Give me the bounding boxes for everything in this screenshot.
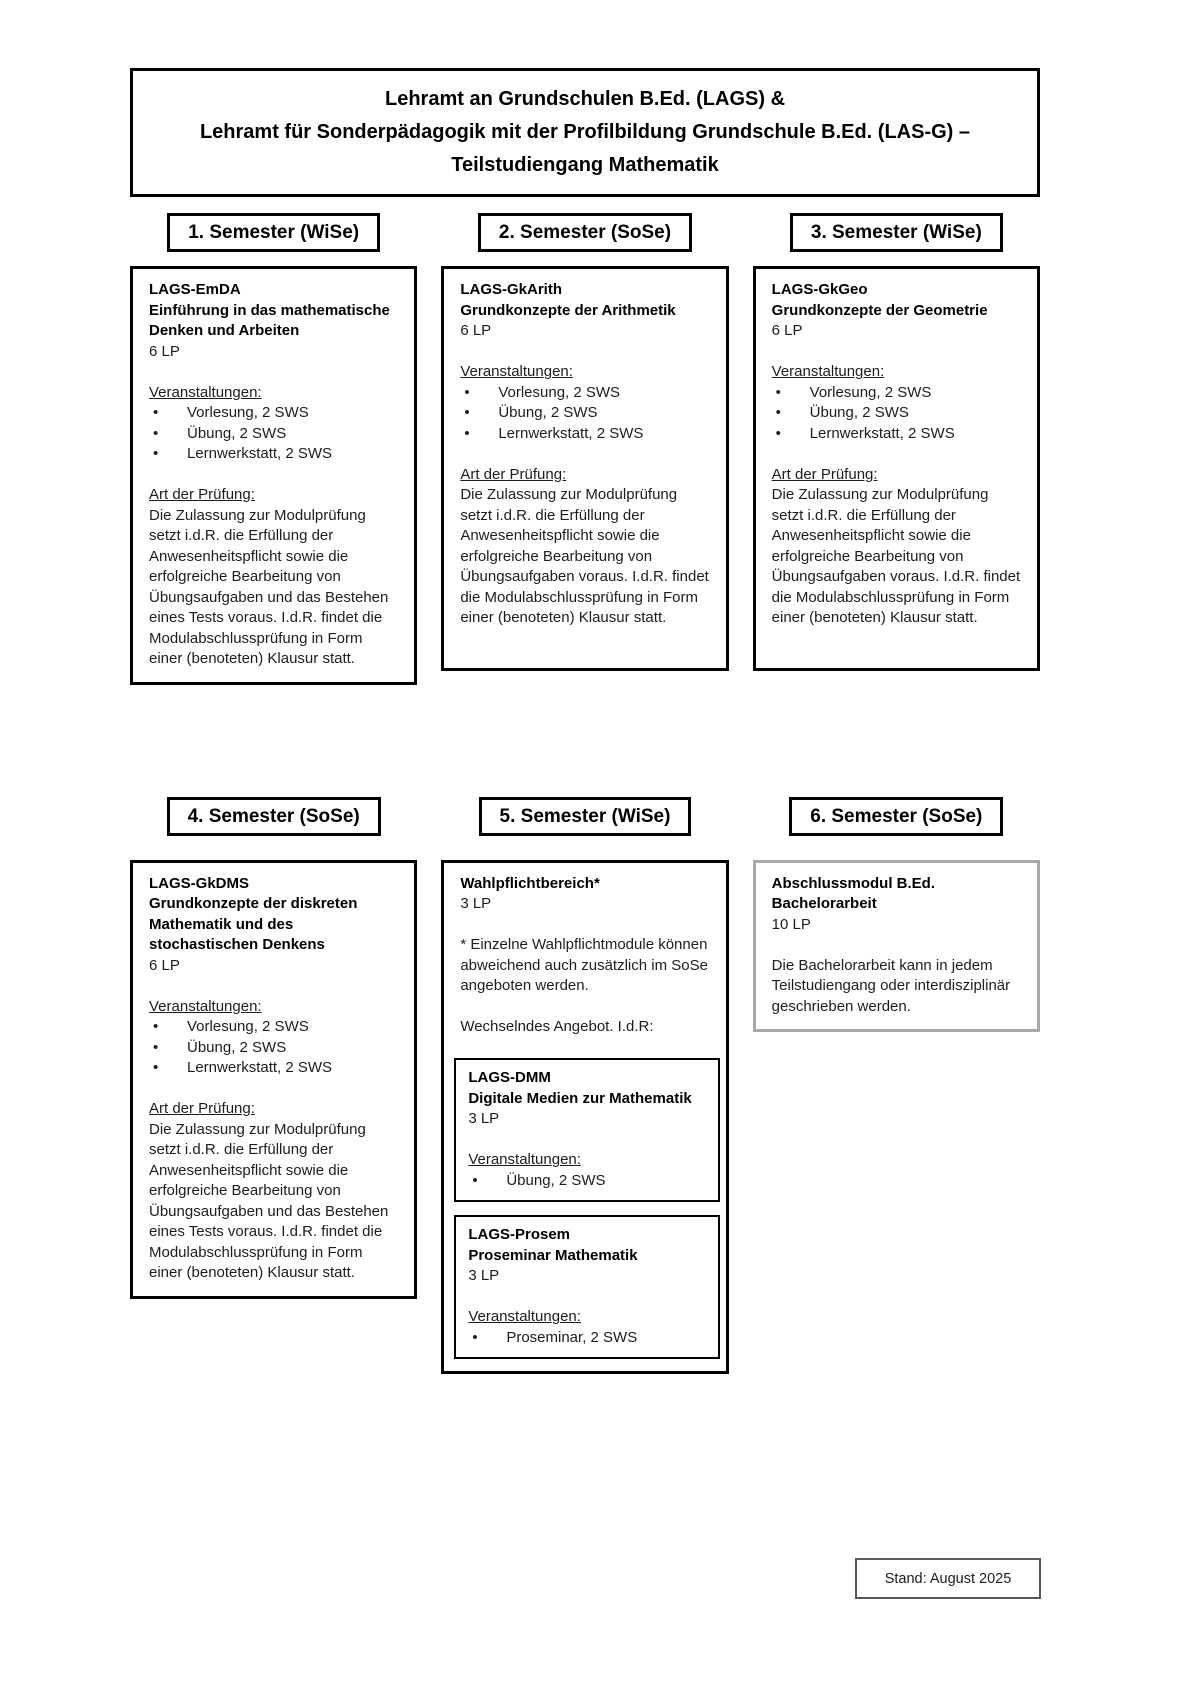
module-code: LAGS-EmDA (149, 281, 241, 298)
course-item: • Übung, 2 SWS (468, 1171, 707, 1192)
module-credits: 3 LP (468, 1267, 500, 1284)
spacer (149, 465, 399, 486)
semester-2-header: 2. Semester (SoSe) (478, 213, 692, 252)
module-code: LAGS-GkDMS (149, 874, 250, 892)
exam-text: Die Zulassung zur Modulprüfung setzt i.d.R. die Erfüllung der Anwesenheitspflicht sowie die erfolgreiche Bearbeitung von Übungsaufgaben voraus. I.d.R. findet die Modulabschlussprüfung in Form einer (benoteten) Klausur statt. (771, 486, 1021, 626)
semester-6-header: 6. Semester (SoSe) (789, 797, 1003, 836)
title-line-2: Lehramt für Sonderpädagogik mit der Profilbildung Grundschule B.Ed. (LAS-G) – (199, 121, 971, 143)
course-item: • Vorlesung, 2 SWS (460, 383, 710, 404)
courses-label: Veranstaltungen: (149, 997, 262, 1015)
module-box-lags-gkgeo (753, 266, 1040, 671)
module-credits: 6 LP (149, 342, 180, 360)
exam-text: Die Zulassung zur Modulprüfung setzt i.d.R. die Erfüllung der Anwesenheitspflicht sowie die erfolgreiche Bearbeitung von Übungsaufgaben und das Bestehen eines Tests voraus. I.d.R. findet die Modulabschlussprüfung in Form einer (benoteten) Klausur statt. (149, 506, 389, 667)
module-credits: 6 LP (771, 322, 803, 339)
spacer (468, 1287, 707, 1308)
spacer (460, 915, 710, 936)
module-row-1 (130, 266, 1040, 685)
course-item: • Übung, 2 SWS (149, 1038, 399, 1059)
course-item: • Übung, 2 SWS (772, 403, 1022, 424)
exam-text: Die Zulassung zur Modulprüfung setzt i.d.R. die Erfüllung der Anwesenheitspflicht sowie die erfolgreiche Bearbeitung von Übungsaufgaben und das Bestehen eines Tests voraus. I.d.R. findet die Modulabschlussprüfung in Form einer (benoteten) Klausur statt. (149, 1120, 389, 1281)
wahlpflicht-angebot: Wechselndes Angebot. I.d.R: (460, 1018, 654, 1035)
module-code: LAGS-Prosem (468, 1226, 571, 1243)
courses-label: Veranstaltungen: (468, 1151, 581, 1168)
module-row-2 (130, 860, 1040, 1375)
course-item: • Übung, 2 SWS (149, 424, 399, 445)
course-item: • Vorlesung, 2 SWS (149, 1017, 399, 1038)
spacer (772, 444, 1022, 465)
course-item: • Lernwerkstatt, 2 SWS (772, 424, 1022, 445)
courses-label: Veranstaltungen: (771, 363, 885, 380)
stand-date-box (855, 1558, 1041, 1599)
course-item: • Vorlesung, 2 SWS (772, 383, 1022, 404)
module-credits: 10 LP (771, 915, 811, 933)
module-box-lags-gkarith (441, 266, 728, 671)
module-name: Bachelorarbeit (771, 895, 877, 912)
exam-label: Art der Prüfung: (460, 465, 567, 483)
semester-header-row-1 (130, 213, 1040, 252)
module-name: Einführung in das mathematische Denken und Arbeiten (149, 301, 390, 339)
semester-3-header: 3. Semester (WiSe) (790, 213, 1003, 252)
course-item: • Lernwerkstatt, 2 SWS (149, 444, 399, 465)
page-title (130, 68, 1040, 197)
module-credits: 6 LP (460, 322, 492, 339)
semester-header-row-2 (130, 797, 1040, 836)
spacer (460, 997, 710, 1018)
title-line-1: Lehramt an Grundschulen B.Ed. (LAGS) & (384, 88, 786, 110)
abschluss-text: Die Bachelorarbeit kann in jedem Teilstudiengang oder interdisziplinär geschrieben werden. (771, 956, 1011, 1015)
module-code: LAGS-GkArith (460, 281, 562, 298)
semester-4-header: 4. Semester (SoSe) (167, 797, 381, 836)
spacer (772, 935, 1022, 956)
module-name: Grundkonzepte der diskreten Mathematik und des stochastischen Denkens (149, 895, 358, 953)
course-item: • Lernwerkstatt, 2 SWS (149, 1058, 399, 1079)
module-name: Proseminar Mathematik (468, 1246, 638, 1264)
module-name: Grundkonzepte der Arithmetik (460, 301, 676, 319)
exam-label: Art der Prüfung: (149, 486, 255, 503)
page-content (130, 68, 1040, 1374)
module-box-wahlpflichtbereich (441, 860, 728, 1375)
exam-text: Die Zulassung zur Modulprüfung setzt i.d.R. die Erfüllung der Anwesenheitspflicht sowie die erfolgreiche Bearbeitung von Übungsaufgaben voraus. I.d.R. findet die Modulabschlussprüfung in Form einer (benoteten) Klausur statt. (460, 486, 709, 626)
module-box-lags-gkdms (130, 860, 417, 1299)
semester-5-header: 5. Semester (WiSe) (479, 797, 692, 836)
courses-label: Veranstaltungen: (468, 1308, 581, 1325)
module-code: LAGS-DMM (468, 1069, 551, 1086)
course-item: • Vorlesung, 2 SWS (149, 403, 399, 424)
module-name: Grundkonzepte der Geometrie (771, 301, 988, 319)
module-credits: 3 LP (460, 895, 492, 912)
wahlpflicht-note: * Einzelne Wahlpflichtmodule können abweichend auch zusätzlich im SoSe angeboten werden. (460, 936, 708, 994)
semester-1-header: 1. Semester (WiSe) (167, 213, 380, 252)
module-code: Abschlussmodul B.Ed. (771, 874, 936, 892)
course-item: • Lernwerkstatt, 2 SWS (460, 424, 710, 445)
spacer (460, 444, 710, 465)
spacer (460, 1038, 710, 1059)
exam-label: Art der Prüfung: (771, 465, 878, 483)
courses-label: Veranstaltungen: (460, 363, 573, 380)
module-box-abschlussmodul (753, 860, 1040, 1033)
module-credits: 3 LP (468, 1110, 500, 1127)
stand-date-label: Stand: August 2025 (884, 1570, 1012, 1587)
exam-label: Art der Prüfung: (149, 1100, 255, 1117)
module-box-lags-emda (130, 266, 417, 685)
module-name: Digitale Medien zur Mathematik (468, 1089, 692, 1107)
module-name: Wahlpflichtbereich* (460, 874, 600, 892)
spacer (468, 1130, 707, 1151)
course-item: • Übung, 2 SWS (460, 403, 710, 424)
course-item: • Proseminar, 2 SWS (468, 1328, 707, 1349)
title-line-3: Teilstudiengang Mathematik (451, 154, 719, 176)
module-box-lags-prosem (454, 1215, 719, 1359)
module-code: LAGS-GkGeo (771, 281, 868, 298)
module-box-lags-dmm (454, 1058, 719, 1202)
spacer (772, 342, 1022, 363)
spacer (149, 976, 399, 997)
spacer (149, 362, 399, 383)
spacer (460, 342, 710, 363)
spacer (149, 1079, 399, 1100)
module-credits: 6 LP (149, 956, 180, 974)
courses-label: Veranstaltungen: (149, 383, 262, 401)
